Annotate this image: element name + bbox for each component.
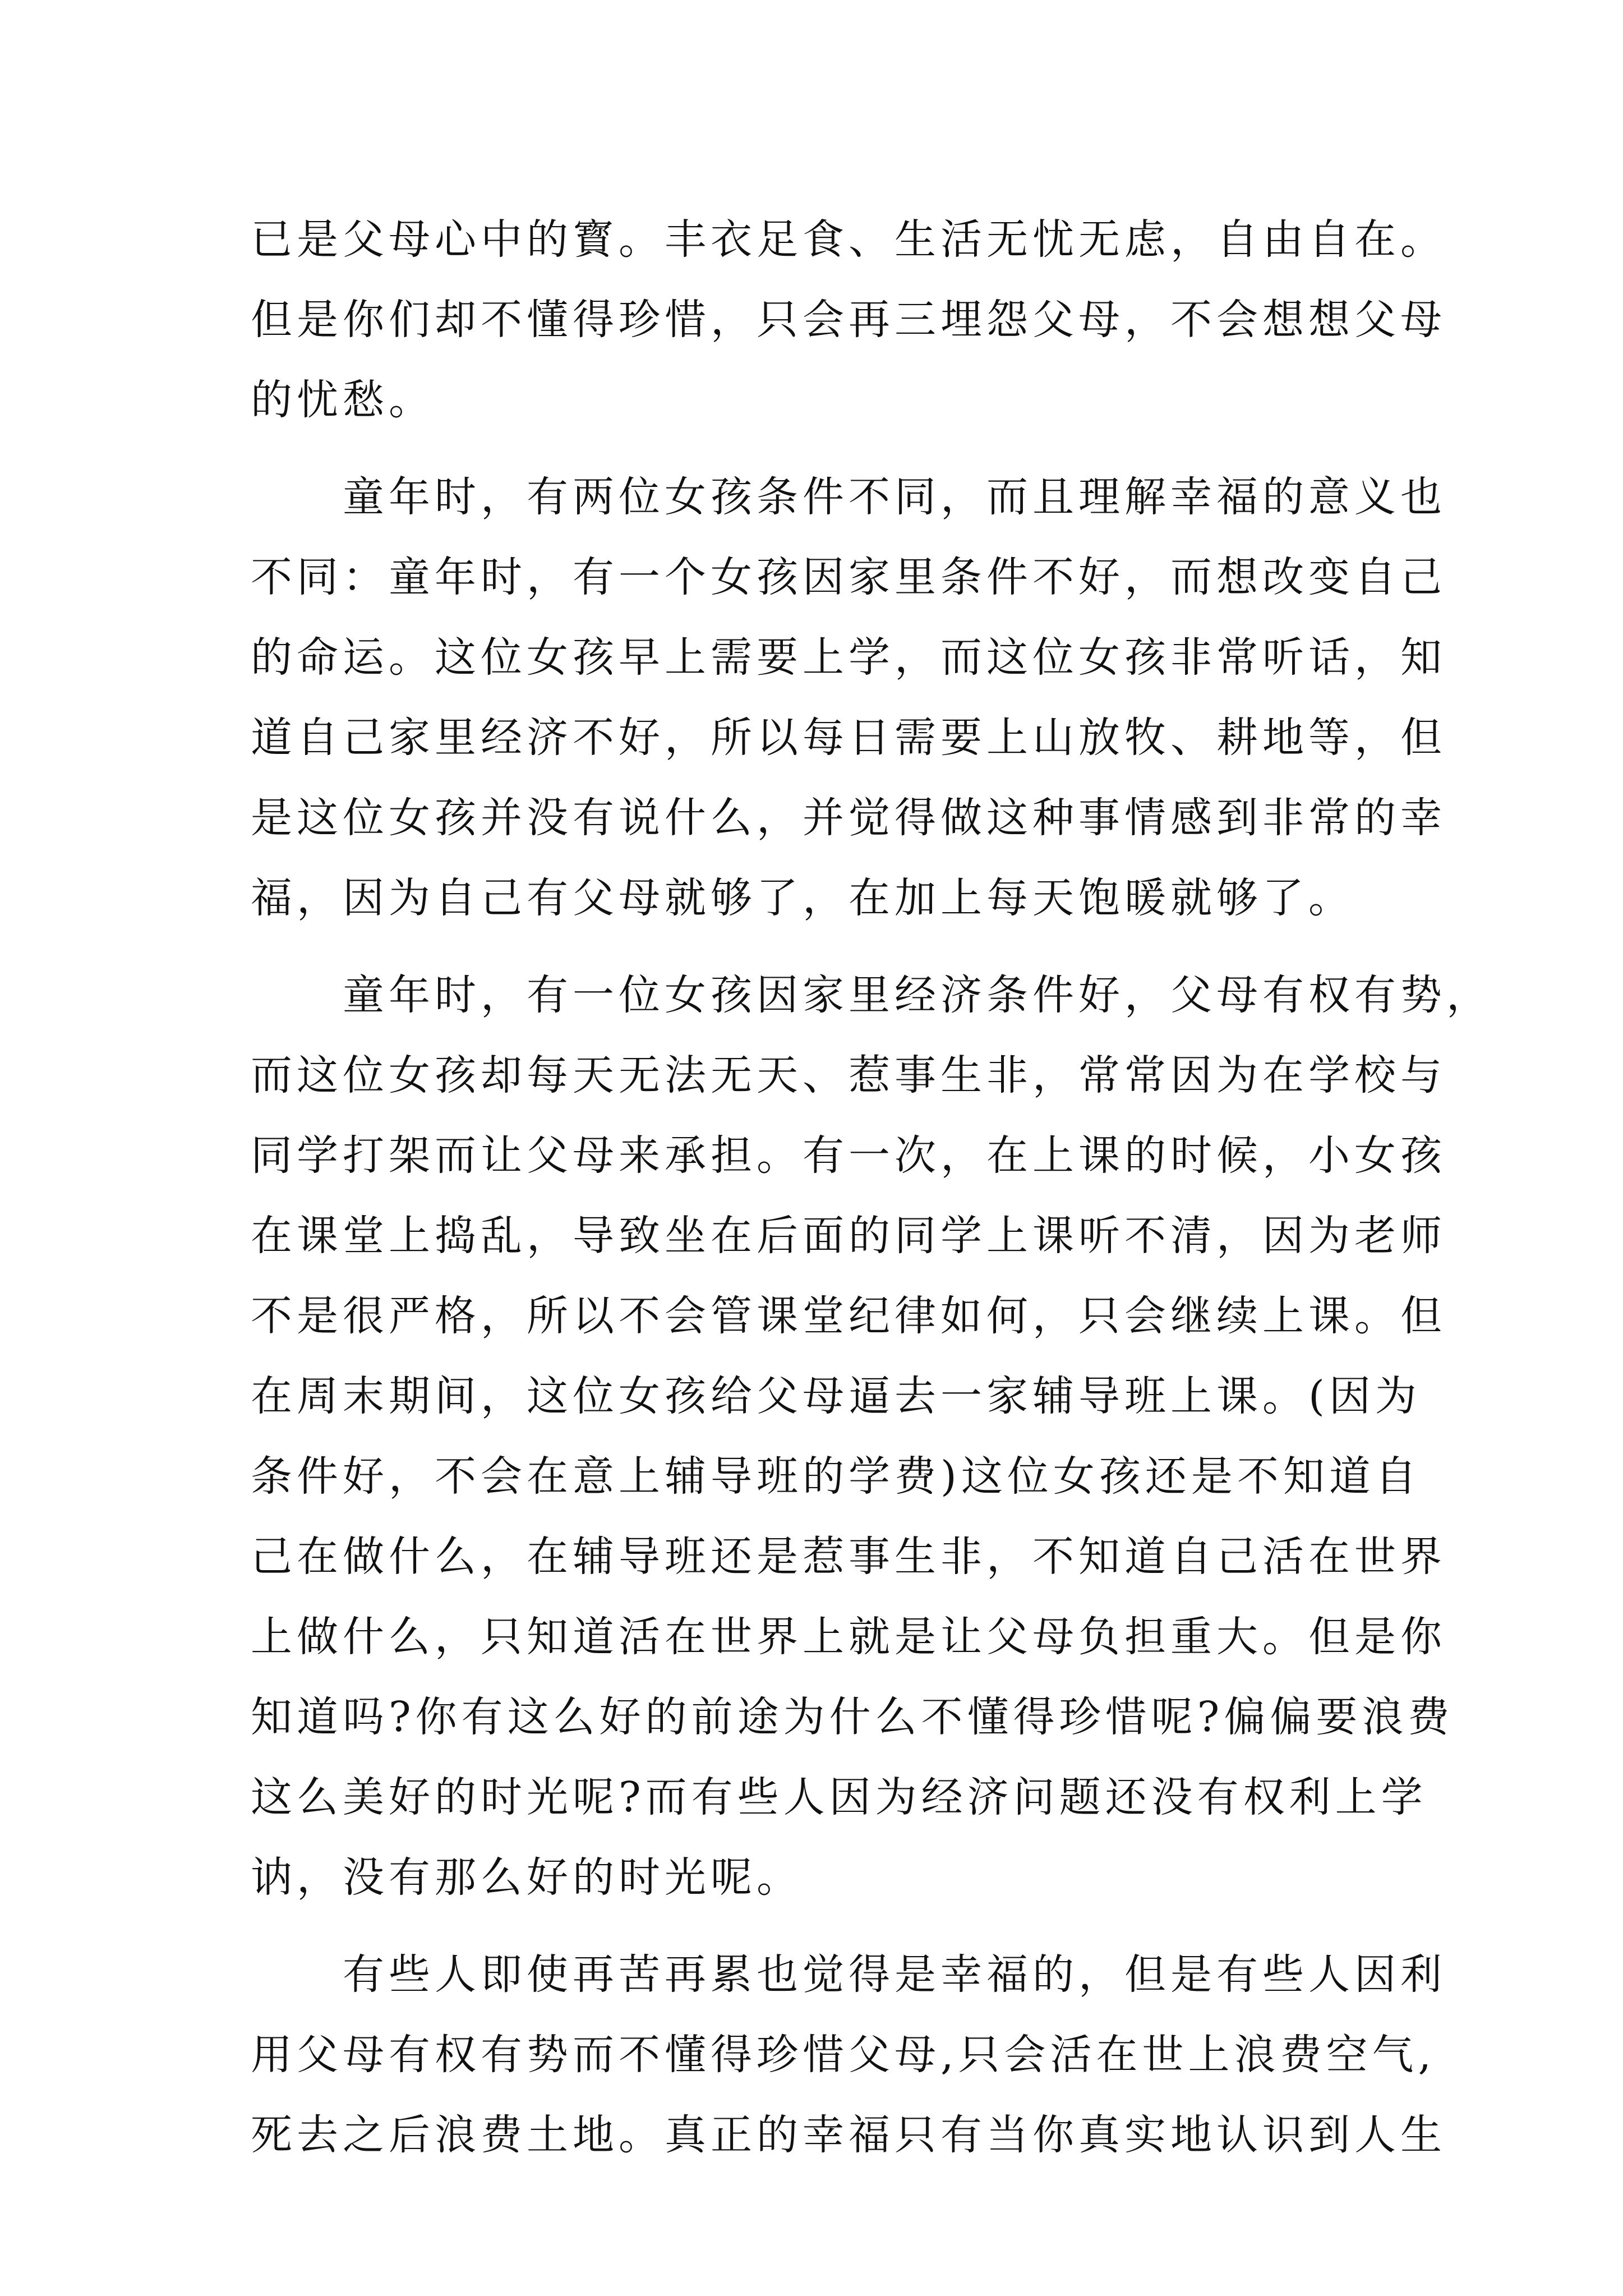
- paragraph-spacing: [251, 938, 1378, 955]
- text-line: 己在做什么，在辅导班还是惹事生非，不知道自己活在世界: [251, 1533, 1446, 1581]
- text-line: 的命运。这位女孩早上需要上学，而这位女孩非常听话，知: [251, 633, 1446, 682]
- text-line: 死去之后浪费土地。真正的幸福只有当你真实地认识到人生: [251, 2111, 1446, 2159]
- paragraph-spacing: [251, 1918, 1378, 1935]
- paragraph-3: [251, 955, 1492, 1918]
- text-line: 但是你们却不懂得珍惜，只会再三埋怨父母，不会想想父母: [251, 296, 1446, 344]
- text-line: 知道吗?你有这么好的前途为什么不懂得珍惜呢?偏偏要浪费: [251, 1693, 1454, 1741]
- text-line: 讷，没有那么好的时光呢。: [251, 1853, 803, 1902]
- paragraph-spacing: [251, 440, 1378, 457]
- text-line: 同学打架而让父母来承担。有一次，在上课的时候，小女孩: [251, 1131, 1446, 1180]
- text-line: 道自己家里经济不好，所以每日需要上山放牧、耕地等，但: [251, 714, 1446, 762]
- text-line: 童年时，有一位女孩因家里经济条件好，父母有权有势，: [251, 971, 1492, 1019]
- text-line: 用父母有权有势而不懂得珍惜父母,只会活在世上浪费空气,: [251, 2031, 1436, 2079]
- text-line: 不是很严格，所以不会管课堂纪律如何，只会继续上课。但: [251, 1292, 1446, 1340]
- text-line: 在周末期间，这位女孩给父母逼去一家辅导班上课。(因为: [251, 1372, 1421, 1420]
- text-line: 福，因为自己有父母就够了，在加上每天饱暖就够了。: [251, 874, 1354, 922]
- text-line: 童年时，有两位女孩条件不同，而且理解幸福的意义也: [251, 473, 1446, 521]
- text-line: 条件好，不会在意上辅导班的学费)这位女孩还是不知道自: [251, 1452, 1421, 1501]
- text-line: 有些人即使再苦再累也觉得是幸福的，但是有些人因利: [251, 1950, 1446, 1999]
- paragraph-1: [251, 200, 1446, 440]
- text-line: 而这位女孩却每天无法无天、惹事生非，常常因为在学校与: [251, 1051, 1446, 1099]
- text-line: 这么美好的时光呢?而有些人因为经济问题还没有权利上学: [251, 1773, 1427, 1821]
- text-line: 在课堂上捣乱，导致坐在后面的同学上课听不清，因为老师: [251, 1212, 1446, 1260]
- text-line: 上做什么，只知道活在世界上就是让父母负担重大。但是你: [251, 1613, 1446, 1661]
- text-line: 是这位女孩并没有说什么，并觉得做这种事情感到非常的幸: [251, 794, 1446, 842]
- text-line: 已是父母心中的寳。丰衣足食、生活无忧无虑，自由自在。: [251, 215, 1446, 264]
- text-line: 不同：童年时，有一个女孩因家里条件不好，而想改变自己: [251, 553, 1446, 601]
- document-body: [251, 200, 1492, 2175]
- paragraph-4: [251, 1935, 1446, 2175]
- paragraph-2: [251, 457, 1446, 938]
- text-line: 的忧愁。: [251, 376, 435, 424]
